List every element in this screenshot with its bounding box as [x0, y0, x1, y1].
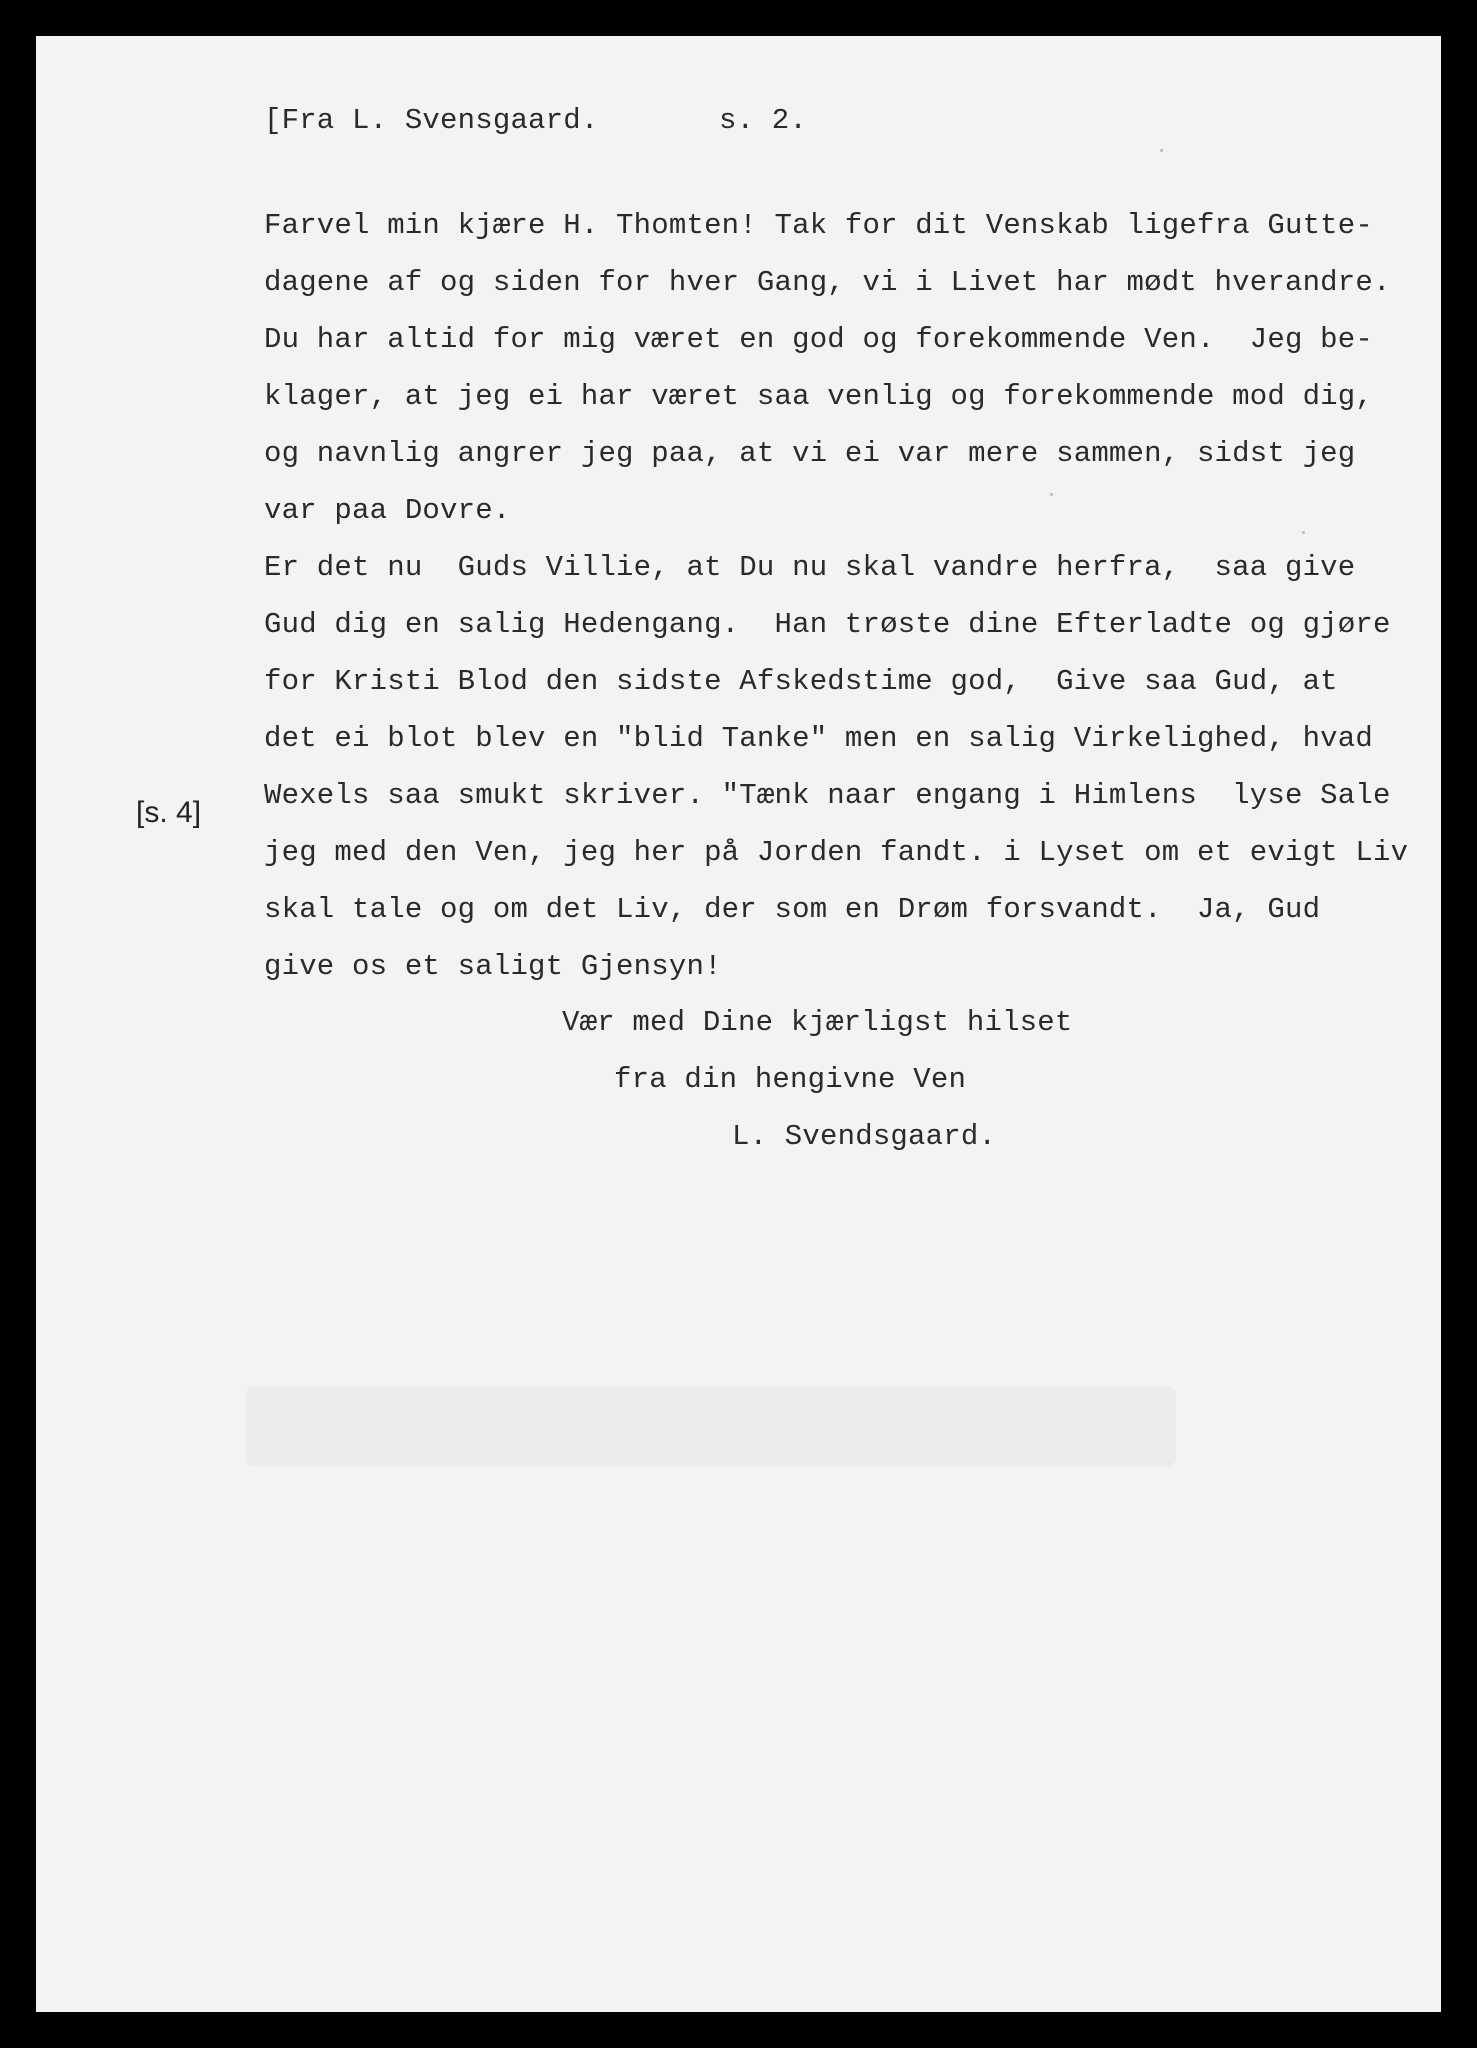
paper-speck: [1302, 531, 1305, 534]
body-line: klager, at jeg ei har været saa venlig og forekommende mod dig,: [264, 380, 1373, 413]
body-line: Gud dig en salig Hedengang. Han trøste dine Efterladte og gjøre: [264, 608, 1391, 641]
body-line: var paa Dovre.: [264, 494, 511, 527]
document-page: [36, 36, 1441, 2012]
body-line: Er det nu Guds Villie, at Du nu skal vandre herfra, saa give: [264, 551, 1356, 584]
paper-speck: [1050, 493, 1053, 496]
closing-valediction: fra din hengivne Ven: [614, 1063, 967, 1096]
body-line: det ei blot blev en "blid Tanke" men en salig Virkelighed, hvad: [264, 722, 1373, 755]
body-line: og navnlig angrer jeg paa, at vi ei var mere sammen, sidst jeg: [264, 437, 1356, 470]
body-line: jeg med den Ven, jeg her på Jorden fandt. i Lyset om et evigt Liv: [264, 836, 1409, 869]
closing-greeting: Vær med Dine kjærligst hilset: [562, 1006, 1073, 1039]
body-line: for Kristi Blod den sidste Afskedstime god, Give saa Gud, at: [264, 665, 1338, 698]
body-line: skal tale og om det Liv, der som en Drøm forsvandt. Ja, Gud: [264, 893, 1321, 926]
signature-name: L. Svendsgaard.: [732, 1120, 997, 1153]
header-source: [Fra L. Svensgaard.: [264, 104, 599, 137]
margin-page-reference: [s. 4]: [136, 796, 202, 829]
body-line: give os et saligt Gjensyn!: [264, 950, 722, 983]
header-page-number: s. 2.: [719, 104, 808, 137]
body-line: Farvel min kjære H. Thomten! Tak for dit Venskab ligefra Gutte-: [264, 209, 1373, 242]
body-line: Wexels saa smukt skriver. "Tænk naar engang i Himlens lyse Sale: [264, 779, 1391, 812]
body-line: Du har altid for mig været en god og forekommende Ven. Jeg be-: [264, 323, 1373, 356]
paper-speck: [1160, 149, 1163, 152]
body-line: dagene af og siden for hver Gang, vi i Livet har mødt hverandre.: [264, 266, 1391, 299]
bleed-through-stamp: [246, 1376, 1176, 1476]
